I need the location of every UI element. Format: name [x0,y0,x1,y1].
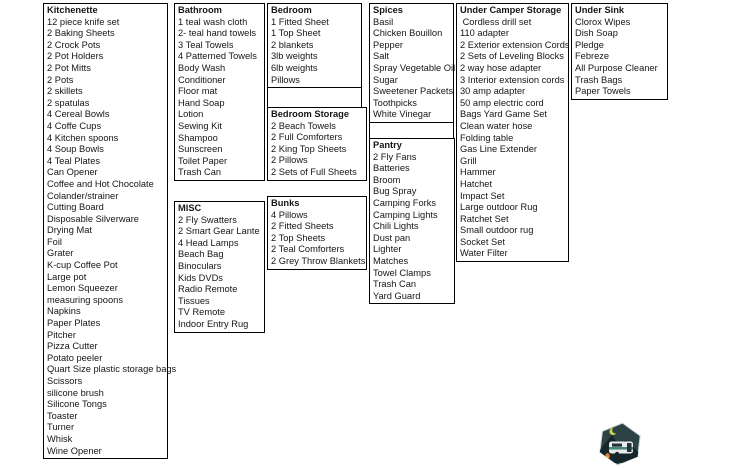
list-item: K-cup Coffee Pot [47,260,118,271]
list-item: 2 Smart Gear Lante [178,226,260,237]
section-title: Spices [373,5,403,15]
section-spices [369,3,454,123]
list-item: 2 Fitted Sheets [271,221,334,232]
list-item: Turner [47,422,75,433]
list-item: Socket Set [460,236,505,247]
list-item: Toothpicks [373,97,417,108]
list-item: 2 Exterior extension Cords [460,39,570,50]
section-item-list [373,152,454,303]
list-item: 4 Cereal Bowls [47,109,110,120]
list-item: Coffee and Hot Chocolate [47,178,154,189]
list-item: 4 Head Lamps [178,237,239,248]
list-item: Potato peeler [47,352,103,363]
list-item: 2 way hose adapter [460,62,542,73]
list-item: Camping Forks [373,197,437,208]
section-bathroom [174,3,265,181]
section-title: MISC [178,203,202,213]
list-item: 2 Sets of Full Sheets [271,166,357,177]
section-item-list [575,17,667,98]
list-item: Lotion [178,109,204,120]
section-item-list [178,215,264,331]
section-title: Bedroom [271,5,312,15]
list-item: Folding table [460,132,514,143]
list-item: 50 amp electric cord [460,97,544,108]
list-item: Camping Lights [373,209,438,220]
list-item: Chili Lights [373,221,419,232]
list-item: Kids DVDs [178,272,223,283]
list-item: Matches [373,255,409,266]
list-item: Febreze [575,51,610,62]
empty-cell-box [267,87,362,108]
list-item: 1 teal wash cloth [178,16,248,27]
list-item: Wine Opener [47,445,102,456]
section-item-list [271,17,361,87]
list-item: 2 Pots [47,74,74,85]
list-item: Body Wash [178,62,226,73]
list-item: Whisk [47,433,73,444]
list-item: Pitcher [47,329,76,340]
list-item: Small outdoor rug [460,225,534,236]
section-misc [174,201,265,333]
list-item: 2 Fly Fans [373,151,417,162]
section-item-list [271,121,366,179]
list-item: 110 adapter [460,28,509,39]
list-item: Scissors [47,376,83,386]
camper-logo [597,422,643,466]
list-item: Bags Yard Game Set [460,109,547,120]
list-item: 4 Pillows [271,209,308,220]
list-item: Quart Size plastic storage bags [47,364,177,375]
list-item: Large outdoor Rug [460,202,538,213]
list-item: Tissues [178,295,210,306]
list-item: Drying Mat [47,225,92,236]
list-item: 2 Fly Swatters [178,214,237,225]
section-item-list [373,16,456,121]
section-item-list [47,16,177,458]
list-item: Bug Spray [373,186,417,197]
list-item: 2 Pillows [271,155,308,166]
list-item: silicone brush [47,387,104,398]
list-item: Conditioner [178,74,226,85]
section-under-sink [571,3,668,100]
list-item: Silicone Tongs [47,399,107,410]
list-item: Clean water hose [460,120,533,131]
list-item: Broom [373,174,401,185]
list-item: TV Remote [178,307,226,318]
list-item: Clorox Wipes [575,16,631,27]
list-item: Water Filter [460,248,508,259]
list-item: 2 King Top Sheets [271,143,347,154]
list-item: 4 Patterned Towels [178,51,257,62]
empty-cell-box [369,122,454,139]
list-item: Gas Line Extender [460,144,538,155]
list-item: Hand Soap [178,97,225,108]
list-item: Sunscreen [178,144,223,155]
list-item: Radio Remote [178,284,238,295]
section-title: Under Camper Storage [460,5,562,15]
section-kitchenette [43,3,177,459]
list-item: 2 Crock Pots [47,39,101,50]
list-item: Floor mat [178,86,218,97]
list-item: Lemon Squeezer [47,283,118,294]
list-item: 2 spatulas [47,97,90,108]
list-item: Dust pan [373,232,411,243]
list-item: 2 Baking Sheets [47,28,115,39]
list-item: 2 Sets of Leveling Blocks [460,51,564,62]
camper-badge-icon [597,422,643,466]
list-item: Sugar [373,74,398,85]
list-item: Paper Plates [47,318,101,329]
section-item-list [178,17,264,179]
list-item: Sewing Kit [178,120,222,131]
list-item: Hammer [460,167,496,178]
section-pantry [369,138,455,304]
section-bunks [267,196,367,270]
list-item: Pledge [575,39,604,50]
list-item: 2 blankets [271,39,314,50]
list-item: Cutting Board [47,202,104,213]
list-item: 4 Soup Bowls [47,144,104,155]
section-item-list [271,210,366,268]
section-bedroom [267,3,362,88]
list-item: 2 Beach Towels [271,120,336,131]
section-title: Pantry [373,140,402,150]
list-item: Ratchet Set [460,213,509,224]
list-item: Shampoo [178,132,218,143]
list-item: 3 Interior extension cords [460,74,565,85]
list-item: 2 Full Comforters [271,132,343,143]
list-item: Pizza Cutter [47,341,98,352]
list-item: Trash Can [178,167,222,178]
list-item: Large pot [47,271,87,282]
list-item: 1 Fitted Sheet [271,16,329,27]
section-title: Bunks [271,198,300,208]
list-item: 6lb weights [271,62,318,73]
list-item: Spray Vegetable Oil [373,62,456,73]
list-item: 2- teal hand towels [178,28,257,39]
list-item: Hatchet [460,178,493,189]
list-item: Trash Bags [575,74,623,85]
section-title: Under Sink [575,5,625,15]
list-item: Grater [47,248,74,259]
list-item: White Vinegar [373,109,432,120]
list-item: Foil [47,236,62,247]
list-item: 3lb weights [271,51,318,62]
list-item: Dish Soap [575,28,618,39]
list-item: Toaster [47,410,78,421]
list-item: Napkins [47,306,81,317]
list-item: 4 Kitchen spoons [47,132,119,143]
list-item: Pepper [373,39,403,50]
list-item: 2 Pot Mitts [47,62,91,73]
list-item: 2 Pot Holders [47,51,104,62]
list-item: Paper Towels [575,86,631,97]
list-item: measuring spoons [47,294,123,305]
list-item: Impact Set [460,190,505,201]
list-item: Cordless drill set [460,16,532,27]
list-item: Batteries [373,163,410,174]
section-title: Bathroom [178,5,222,15]
list-item: 3 Teal Towels [178,39,234,50]
section-under-camper-storage [456,3,569,262]
section-title: Kitchenette [47,5,98,15]
list-item: 2 Grey Throw Blankets [271,255,366,266]
list-item: Sweetener Packets [373,86,454,97]
list-item: Towel Clamps [373,267,431,278]
list-item: 2 Teal Comforters [271,244,345,255]
list-item: Beach Bag [178,249,224,260]
list-item: 1 Top Sheet [271,28,321,39]
list-item: Binoculars [178,260,222,271]
list-item: Colander/strainer [47,190,119,201]
list-item: Grill [460,155,477,166]
list-item: Salt [373,51,390,62]
list-item: 2 Top Sheets [271,232,326,243]
list-item: Lighter [373,244,402,255]
list-item: All Purpose Cleaner [575,62,658,73]
list-item: 4 Teal Plates [47,155,101,166]
list-item: Indoor Entry Rug [178,318,249,329]
list-item: Disposable Silverware [47,213,139,224]
list-item: Pillows [271,74,300,85]
list-item: 30 amp adapter [460,86,526,97]
list-item: Yard Guard [373,290,421,301]
section-title: Bedroom Storage [271,109,350,119]
list-item: 4 Coffe Cups [47,120,102,131]
list-item: Trash Can [373,279,417,290]
list-item: Basil [373,16,394,27]
list-item: Toilet Paper [178,155,228,166]
list-item: Chicken Bouillon [373,28,443,39]
section-item-list [460,17,568,260]
list-item: Can Opener [47,167,98,178]
list-item: 2 skillets [47,86,83,97]
list-item: 12 piece knife set [47,16,120,27]
section-bedroom-storage [267,107,367,181]
